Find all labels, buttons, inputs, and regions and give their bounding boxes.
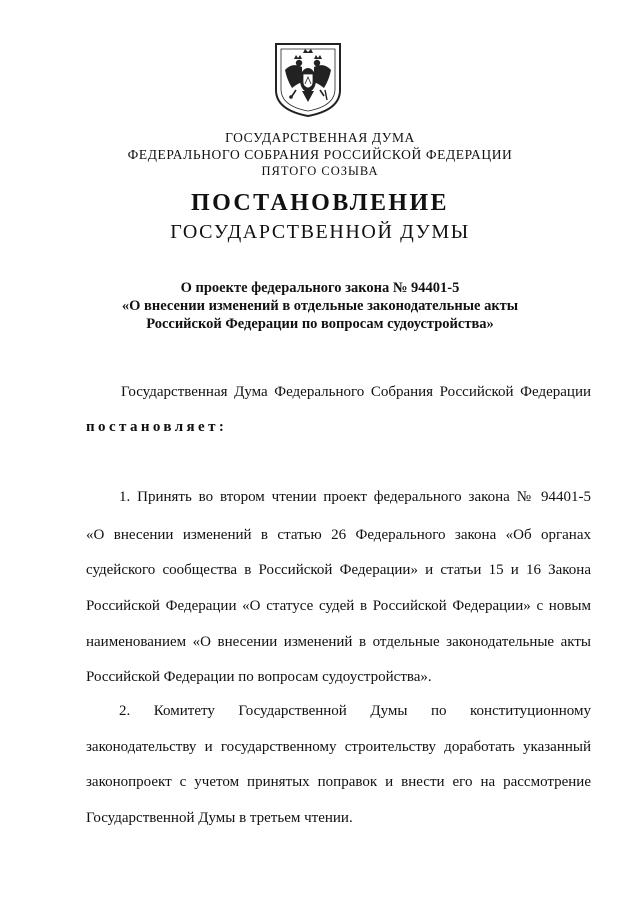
russian-coat-of-arms-icon <box>272 40 344 118</box>
item-2-line: Государственной Думы в третьем чтении. <box>86 810 353 826</box>
bill-title-line-3: Российской Федерации по вопросам судоустройства» <box>146 316 494 332</box>
item-2-line: законодательству и государственному строительству доработать указанный <box>86 739 591 755</box>
header-line-3: ПЯТОГО СОЗЫВА <box>261 164 379 178</box>
bill-title-line-1: О проекте федерального закона № 94401-5 <box>180 280 460 296</box>
decree-word: постановляет: <box>86 419 228 435</box>
document-subtitle: ГОСУДАРСТВЕННОЙ ДУМЫ <box>170 221 470 243</box>
header-line-1: ГОСУДАРСТВЕННАЯ ДУМА <box>225 130 415 145</box>
item-1-line: 1. Принять во втором чтении проект федерального закона № 94401-5 <box>119 489 591 505</box>
item-1-line: наименованием «О внесении изменений в отдельные законодательные акты <box>86 634 591 650</box>
item-1-line: судейского сообщества в Российской Федерации» и статьи 15 и 16 Закона <box>86 562 591 578</box>
document-title: ПОСТАНОВЛЕНИЕ <box>191 190 449 216</box>
intro-paragraph: Государственная Дума Федерального Собрания Российской Федерации <box>121 384 591 400</box>
item-1-line: Российской Федерации «О статусе судей в Российской Федерации» с новым <box>86 598 591 614</box>
bill-title-line-2: «О внесении изменений в отдельные законодательные акты <box>121 298 519 314</box>
item-2-line: законопроект с учетом принятых поправок и внести его на рассмотрение <box>86 774 591 790</box>
item-2-line: 2. Комитету Государственной Думы по конституционному <box>119 703 591 719</box>
item-1-line: Российской Федерации по вопросам судоустройства». <box>86 669 432 685</box>
item-1-line: «О внесении изменений в статью 26 Федерального закона «Об органах <box>86 527 591 543</box>
header-line-2: ФЕДЕРАЛЬНОГО СОБРАНИЯ РОССИЙСКОЙ ФЕДЕРАЦИИ <box>127 147 513 162</box>
